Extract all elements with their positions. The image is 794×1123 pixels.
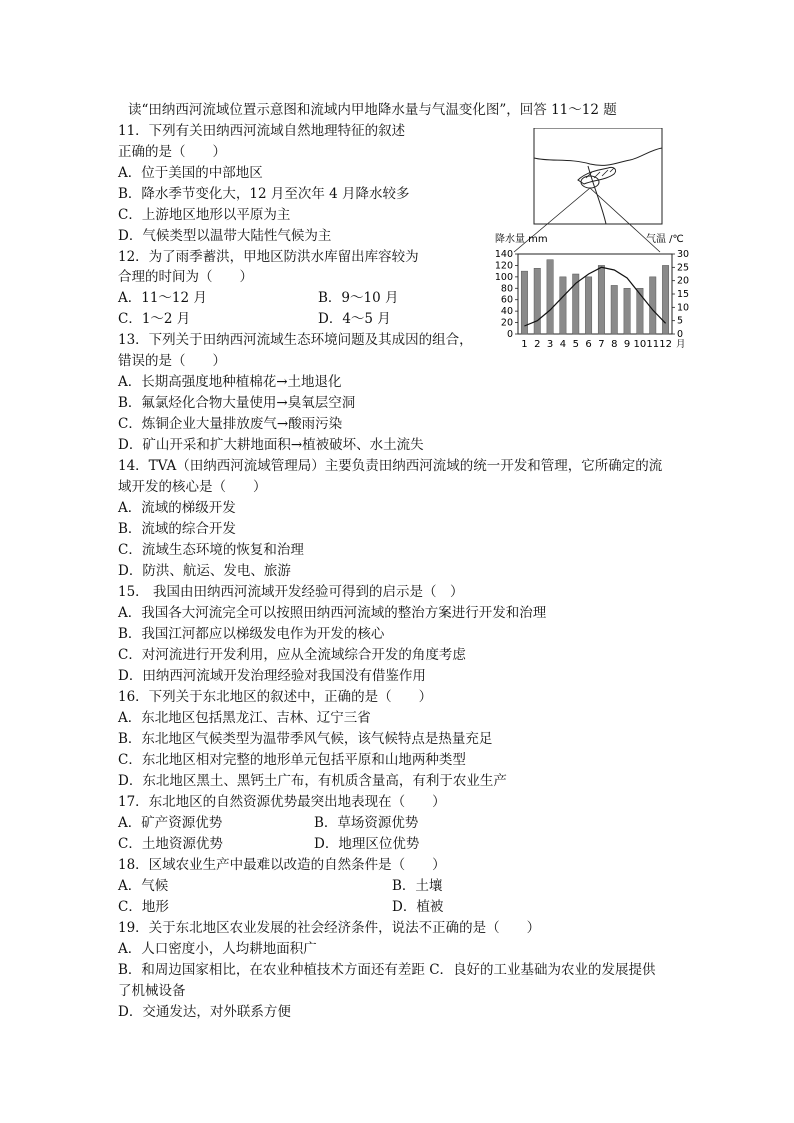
q13-option-c: C．炼铜企业大量排放废气→酸雨污染 xyxy=(118,416,343,432)
q18-option-c: C．地形 xyxy=(118,899,169,915)
figure xyxy=(490,128,700,368)
month-label-10: 10 xyxy=(633,339,647,350)
q14-stem-1: 14．TVA（田纳西河流域管理局）主要负责田纳西河流域的统一开发和管理，它所确定的流 xyxy=(118,458,663,474)
q12-option-d: D．4～5 月 xyxy=(318,311,391,327)
q16-option-a: A．东北地区包括黑龙江、吉林、辽宁三省 xyxy=(118,710,371,726)
q17-option-d: D．地理区位优势 xyxy=(314,836,420,852)
q13-option-d: D．矿山开采和扩大耕地面积→植被破坏、水土流失 xyxy=(118,437,424,453)
month-label-2: 2 xyxy=(534,339,541,350)
q14-option-a: A．流域的梯级开发 xyxy=(118,500,236,516)
precip-bar-10 xyxy=(637,288,643,334)
precip-bar-6 xyxy=(585,277,591,334)
q12-option-a: A．11～12 月 xyxy=(118,290,207,306)
q17-option-a: A．矿产资源优势 xyxy=(118,815,223,831)
q15-option-b: B．我国江河都应以梯级发电作为开发的核心 xyxy=(118,626,385,642)
precip-bar-11 xyxy=(650,277,656,334)
month-label-6: 6 xyxy=(585,339,592,350)
right-tick-label: 15 xyxy=(677,289,690,300)
q17-stem: 17．东北地区的自然资源优势最突出地表现在（ ） xyxy=(118,794,446,810)
q12-option-b: B．9～10 月 xyxy=(318,290,399,306)
figure-svg xyxy=(490,128,700,368)
q12-stem-2: 合理的时间为（ ） xyxy=(118,269,253,285)
map-frame xyxy=(534,128,662,224)
q15-option-c: C．对河流进行开发利用，应从全流域综合开发的角度考虑 xyxy=(118,647,466,663)
q17-option-b: B．草场资源优势 xyxy=(314,815,419,831)
q13-option-b: B．氟氯烃化合物大量使用→臭氧层空洞 xyxy=(118,395,356,411)
temperature-line xyxy=(524,267,665,326)
q16-option-d: D．东北地区黑土、黑钙土广布，有机质含量高，有利于农业生产 xyxy=(118,773,507,789)
left-tick-label: 40 xyxy=(500,306,513,318)
month-label-3: 3 xyxy=(546,339,554,350)
q11-stem-1: 11．下列有关田纳西河流域自然地理特征的叙述 xyxy=(118,123,406,139)
precip-bar-3 xyxy=(547,260,553,334)
left-tick-label: 100 xyxy=(494,271,513,283)
right-tick-label: 25 xyxy=(677,262,690,274)
precip-bar-12 xyxy=(662,265,668,334)
q16-option-c: C．东北地区相对完整的地形单元包括平原和山地两种类型 xyxy=(118,752,466,768)
q16-stem: 16．下列关于东北地区的叙述中，正确的是（ ） xyxy=(118,689,433,705)
q15-option-d: D．田纳西河流域开发治理经验对我国没有借鉴作用 xyxy=(118,668,426,684)
q18-option-a: A．气候 xyxy=(118,878,169,894)
q14-option-d: D．防洪、航运、发电、旅游 xyxy=(118,563,291,579)
q13-stem-1: 13．下列关于田纳西河流域生态环境问题及其成因的组合， xyxy=(118,332,473,348)
q16-option-b: B．东北地区气候类型为温带季风气候，该气候特点是热量充足 xyxy=(118,731,493,747)
q18-option-d: D．植被 xyxy=(392,899,444,915)
right-tick-label: 5 xyxy=(677,315,684,327)
q18-stem: 18．区域农业生产中最难以改造的自然条件是（ ） xyxy=(118,857,446,873)
right-tick-label: 0 xyxy=(677,329,684,340)
left-tick-label: 80 xyxy=(500,283,513,295)
right-axis-title: 气温 /℃ xyxy=(646,234,684,245)
precip-bar-8 xyxy=(611,285,617,334)
month-label-9: 9 xyxy=(623,339,631,350)
q12-option-c: C．1～2 月 xyxy=(118,311,191,327)
precip-bar-4 xyxy=(560,277,566,334)
q19-stem: 19．关于东北地区农业发展的社会经济条件，说法不正确的是（ ） xyxy=(118,920,541,936)
q14-stem-2: 域开发的核心是（ ） xyxy=(118,479,267,495)
right-tick-label: 10 xyxy=(677,302,690,314)
month-label-12: 12 xyxy=(659,339,672,350)
q11-option-d: D．气候类型以温带大陆性气候为主 xyxy=(118,228,332,244)
left-tick-label: 140 xyxy=(494,249,513,260)
right-tick-label: 20 xyxy=(677,275,690,287)
left-tick-label: 60 xyxy=(500,294,513,306)
q15-stem: 15． 我国由田纳西河流域开发经验可得到的启示是（ ） xyxy=(118,584,464,600)
precip-bar-9 xyxy=(624,288,630,334)
q11-option-b: B．降水季节变化大，12 月至次年 4 月降水较多 xyxy=(118,186,410,202)
month-label-11: 11 xyxy=(646,339,660,350)
q13-option-a: A．长期高强度地种植棉花→土地退化 xyxy=(118,374,342,390)
q12-stem-1: 12．为了雨季蓄洪，甲地区防洪水库留出库容较为 xyxy=(118,249,419,265)
q17-option-c: C．土地资源优势 xyxy=(118,836,223,852)
plot-frame xyxy=(518,254,672,334)
climate-chart xyxy=(495,249,689,350)
q11-stem-2: 正确的是（ ） xyxy=(118,144,226,160)
precip-bar-7 xyxy=(598,265,604,334)
left-tick-label: 120 xyxy=(494,260,513,272)
month-label-1: 1 xyxy=(521,339,528,350)
q15-option-a: A．我国各大河流完全可以按照田纳西河流域的整治方案进行开发和治理 xyxy=(118,605,547,621)
left-axis-title: 降水量 mm xyxy=(495,234,548,245)
left-tick-label: 0 xyxy=(506,329,513,340)
left-tick-label: 20 xyxy=(500,317,513,329)
x-unit-label: 月 xyxy=(676,339,686,350)
month-label-5: 5 xyxy=(572,339,579,350)
q18-option-b: B．土壤 xyxy=(392,878,443,894)
q19-option-d: D．交通发达，对外联系方便 xyxy=(118,1004,291,1020)
q19-option-a: A．人口密度小，人均耕地面积广 xyxy=(118,941,317,957)
q19-option-c-continued: 了机械设备 xyxy=(118,983,186,999)
q14-option-b: B．流域的综合开发 xyxy=(118,521,236,537)
month-label-7: 7 xyxy=(598,339,605,350)
month-label-4: 4 xyxy=(559,339,567,350)
q11-option-a: A．位于美国的中部地区 xyxy=(118,165,263,181)
precip-bar-2 xyxy=(534,268,540,334)
right-tick-label: 30 xyxy=(677,249,690,260)
month-label-8: 8 xyxy=(611,339,618,350)
q19-option-b-c: B．和周边国家相比，在农业种植技术方面还有差距 C．良好的工业基础为农业的发展提供 xyxy=(118,962,656,978)
intro-text: 读“田纳西河流域位置示意图和流域内甲地降水量与气温变化图”，回答 11～12 题 xyxy=(128,102,617,118)
q11-option-c: C．上游地区地形以平原为主 xyxy=(118,207,291,223)
q13-stem-2: 错误的是（ ） xyxy=(118,353,226,369)
q14-option-c: C．流域生态环境的恢复和治理 xyxy=(118,542,304,558)
